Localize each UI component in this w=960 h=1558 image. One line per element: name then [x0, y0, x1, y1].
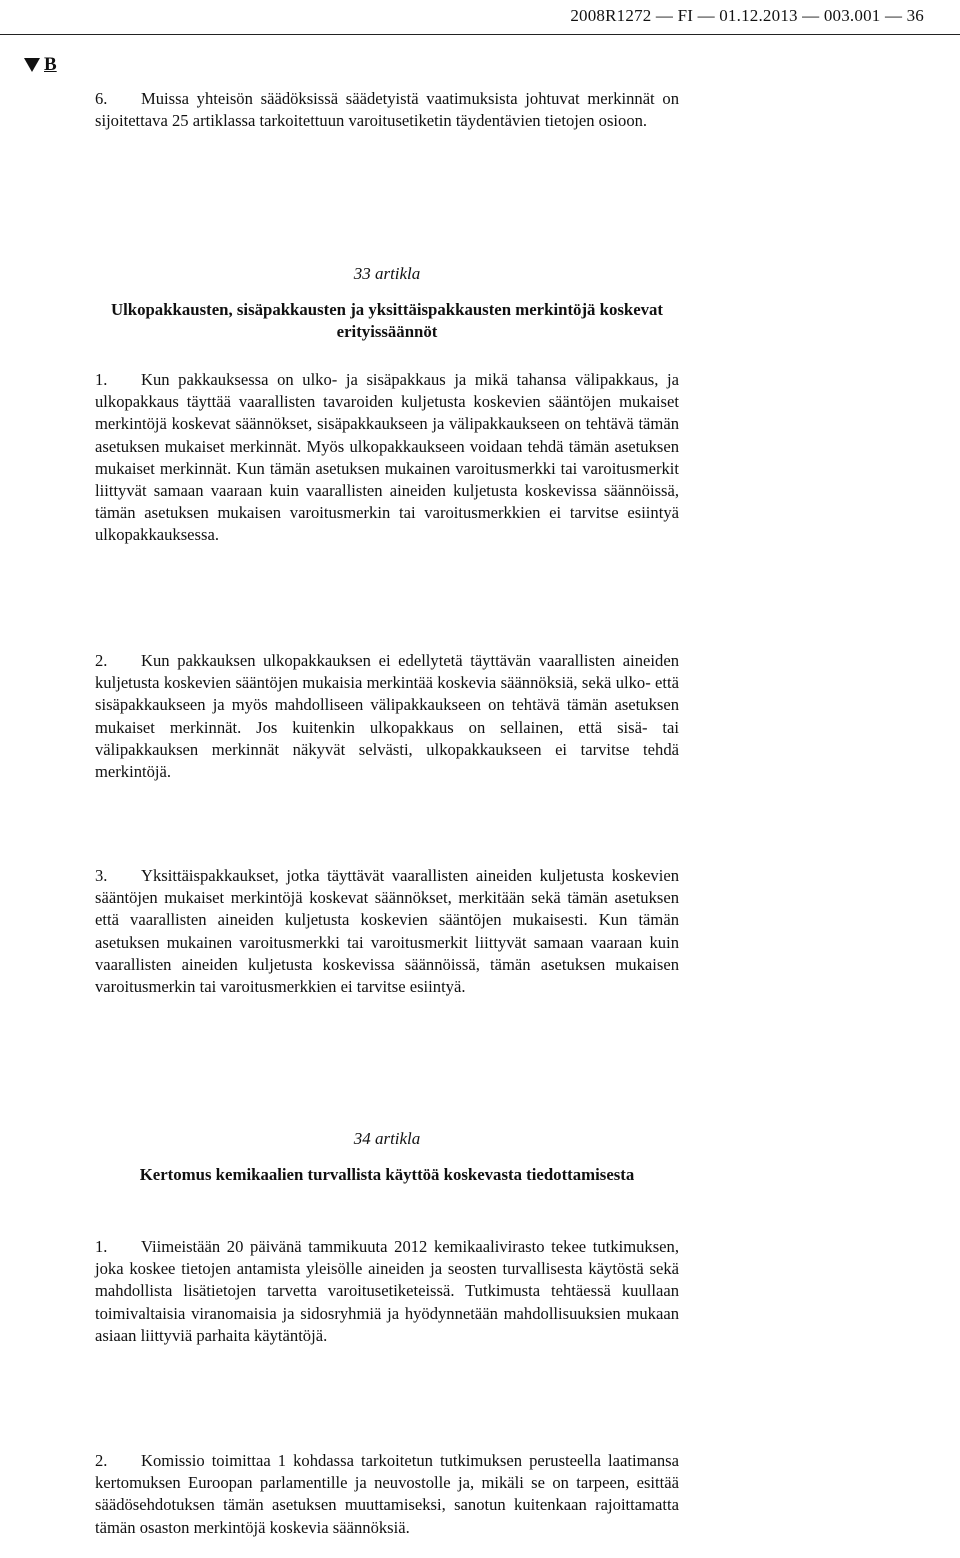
- paragraph-text: Yksittäispakkaukset, jotka täyttävät vaarallisten aineiden kuljetusta koskevien sääntöjen mukaiset merkintöjä koskevat säännökset, merkitään sekä tämän asetuksen että vaarallisten aineiden kuljetusta koskevien sääntöjen mukaisesti. Kun tämän asetuksen mukainen varoitusmerkki tai varoitusmerkit liittyvät samaan vaaraan kuin vaarallisten aineiden kuljetusta koskevissa säännöissä, tämän asetuksen mukaisen varoitusmerkin tai varoitusmerkkien ei tarvitse esiintyä.: [95, 866, 679, 997]
- header-sep: —: [884, 6, 903, 25]
- article-34-title: Kertomus kemikaalien turvallista käyttöä koskevasta tiedottamisesta: [139, 1165, 635, 1184]
- article-33-paragraph-1: [95, 369, 679, 547]
- amendment-marker-label: B: [44, 54, 57, 75]
- paragraph-text: Muissa yhteisön säädöksissä säädetyistä vaatimuksista johtuvat merkinnät on sijoitettava 25 artiklassa tarkoitettuun varoitusetiketin täydentävien tietojen osioon.: [95, 89, 679, 131]
- paragraph-text: Komissio toimittaa 1 kohdassa tarkoitetun tutkimuksen perusteella laatimansa kertomuksen Euroopan parlamentille ja neuvostolle ja, mikäli se on tarpeen, esittää säädösehdotuksen tämän asetuksen muuttamiseksi, sanotun kuitenkaan rajoittamatta tämän osaston merkintöjä koskevia säännöksiä.: [95, 1451, 679, 1537]
- article-34-paragraph-2: [95, 1450, 679, 1539]
- header-version: 003.001: [823, 6, 881, 25]
- triangle-down-icon: [24, 58, 40, 72]
- paragraph-text: Viimeistään 20 päivänä tammikuuta 2012 kemikaalivirasto tekee tutkimuksen, joka koskee tietojen antamista yleisölle aineiden ja seosten turvallisesta käytöstä sekä mahdollista lisätietojen tarvetta varoitusetiketeissä. Tutkimusta tehtäessä kuullaan toimivaltaisia viranomaisia ja sidosryhmiä ja hyödynnetään mahdollisuuksien mukaan asiaan liittyviä parhaita käytäntöjä.: [95, 1237, 679, 1345]
- page-header: [0, 0, 960, 35]
- paragraph-number: 6.: [95, 89, 108, 108]
- paragraph-number: 1.: [95, 1237, 108, 1256]
- paragraph-text: Kun pakkauksen ulkopakkauksen ei edellytetä täyttävän vaarallisten aineiden kuljetusta koskevien sääntöjen mukaisia merkintää koskevia säännöksiä, sekä ulko- että sisäpakkaukseen ja myös mahdolliseen välipakkaukseen on tehtävä tämän asetuksen mukaiset merkinnät. Jos kuitenkin ulkopakkaus on sellainen, että sisä- tai välipakkauksen merkinnät näkyvät selvästi, ulkopakkaukseen ei tarvitse tehdä merkintöjä.: [95, 651, 679, 782]
- header-reference: [570, 6, 924, 26]
- paragraph-number: 2.: [95, 651, 108, 670]
- header-lang: FI: [677, 6, 694, 25]
- header-sep: —: [655, 6, 674, 25]
- article-33-paragraph-3: [95, 865, 679, 998]
- paragraph-number: 3.: [95, 866, 108, 885]
- header-date: 01.12.2013: [719, 6, 798, 25]
- article-33-title: Ulkopakkausten, sisäpakkausten ja yksittäispakkausten merkintöjä koskevat erityissäännöt: [110, 300, 664, 342]
- article-34-paragraph-1: [95, 1236, 679, 1347]
- header-page-number: 36: [906, 6, 924, 25]
- amendment-marker: [24, 54, 57, 76]
- paragraph-text: Kun pakkauksessa on ulko- ja sisäpakkaus ja mikä tahansa välipakkaus, ja ulkopakkaus täyttää vaarallisten tavaroiden kuljetusta koskevien sääntöjen mukaiset merkintöjä koskevat säännökset, sisäpakkaukseen ja välipakkaukseen on tehtävä tämän asetuksen mukaiset merkinnät. Myös ulkopakkaukseen voidaan tehdä tämän asetuksen mukaiset merkinnät. Kun tämän asetuksen mukainen varoitusmerkki tai varoitusmerkit liittyvät samaan vaaraan kuin vaarallisten aineiden kuljetusta koskevissa säännöissä, tämän asetuksen mukaisen varoitusmerkin tai varoitusmerkkien ei tarvitse esiintyä ulkopakkauksessa.: [95, 370, 679, 545]
- paragraph-6: [95, 88, 679, 132]
- article-33-paragraph-2: [95, 650, 679, 783]
- paragraph-number: 2.: [95, 1451, 108, 1470]
- header-doc-id: 2008R1272: [570, 6, 652, 25]
- header-sep: —: [802, 6, 820, 25]
- article-33-number: 33 artikla: [353, 264, 421, 283]
- header-sep: —: [697, 6, 715, 25]
- article-34-number: 34 artikla: [353, 1129, 421, 1148]
- paragraph-number: 1.: [95, 370, 108, 389]
